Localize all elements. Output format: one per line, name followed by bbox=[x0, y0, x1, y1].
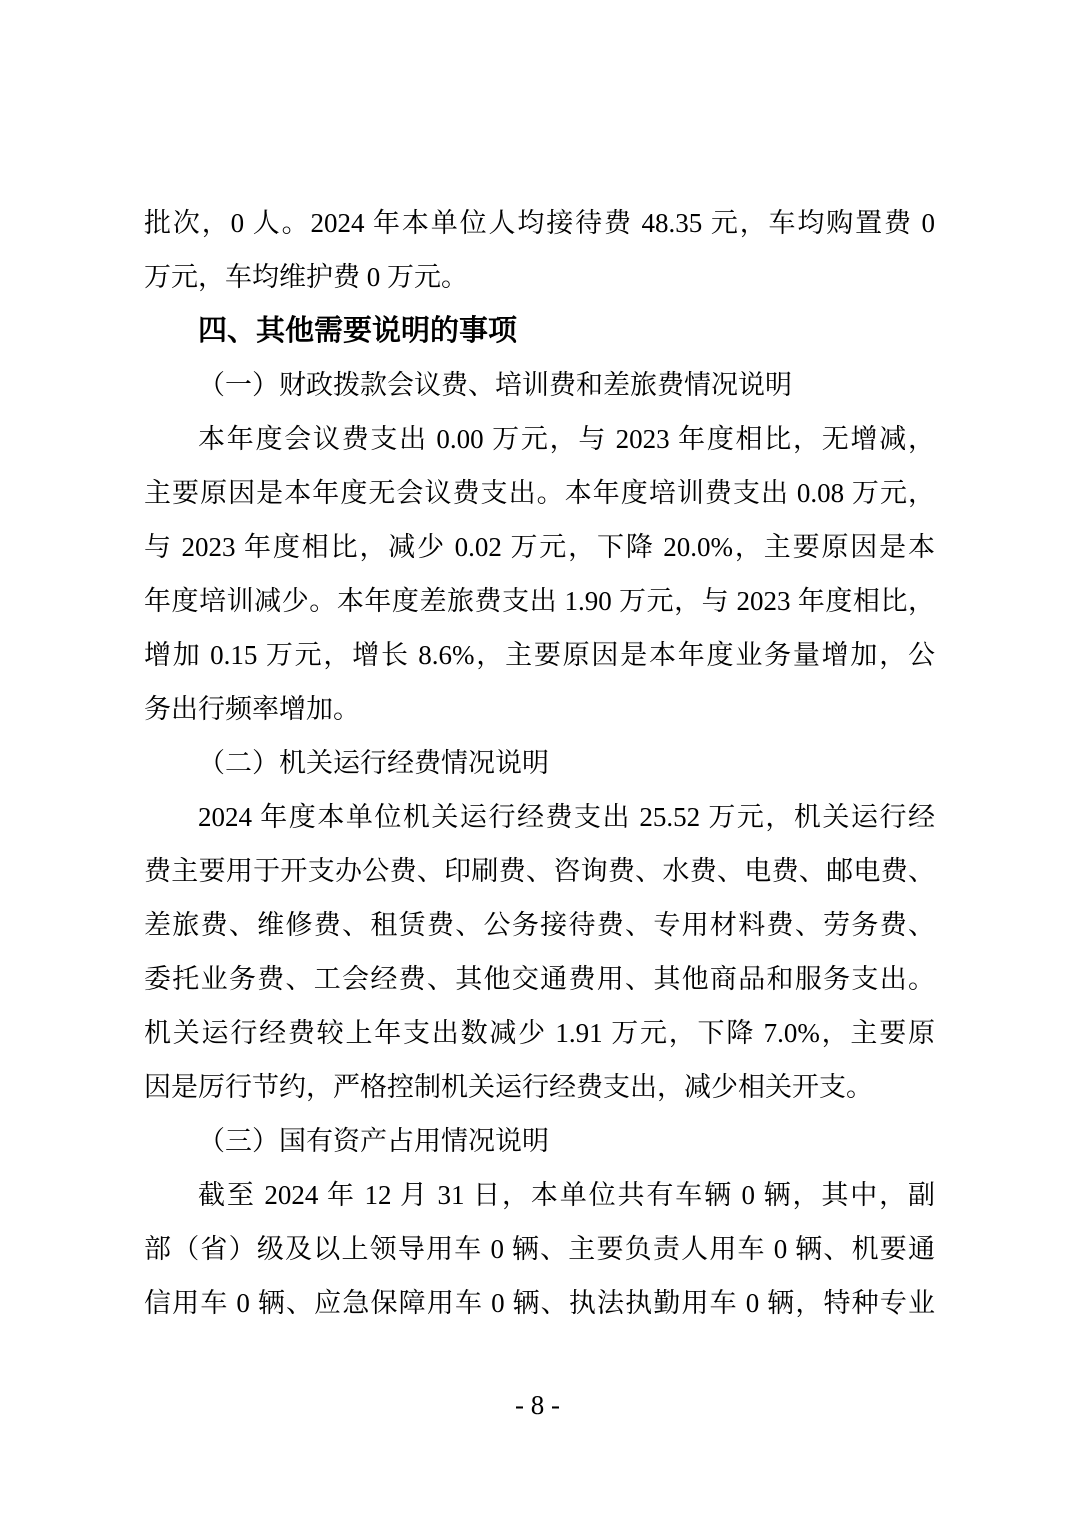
paragraph-line: 截至 2024 年 12 月 31 日，本单位共有车辆 0 辆，其中，副 bbox=[198, 1180, 935, 1210]
paragraph-line: 费主要用于开支办公费、印刷费、咨询费、水费、电费、邮电费、 bbox=[144, 856, 935, 886]
section-heading: 四、其他需要说明的事项 bbox=[198, 315, 518, 347]
paragraph-line: 机关运行经费较上年支出数减少 1.91 万元，下降 7.0%，主要原 bbox=[144, 1018, 935, 1048]
subsection-heading: （三）国有资产占用情况说明 bbox=[198, 1126, 549, 1156]
paragraph-line: 务出行频率增加。 bbox=[144, 694, 360, 724]
paragraph-line: 本年度会议费支出 0.00 万元，与 2023 年度相比，无增减， bbox=[198, 424, 935, 454]
page-footer bbox=[0, 1378, 1075, 1432]
paragraph-line: 万元，车均维护费 0 万元。 bbox=[144, 262, 468, 292]
paragraph-line: 2024 年度本单位机关运行经费支出 25.52 万元，机关运行经 bbox=[198, 802, 935, 832]
paragraph-line: 因是厉行节约，严格控制机关运行经费支出，减少相关开支。 bbox=[144, 1072, 873, 1102]
subsection-heading: （二）机关运行经费情况说明 bbox=[198, 748, 549, 778]
paragraph-line: 部（省）级及以上领导用车 0 辆、主要负责人用车 0 辆、机要通 bbox=[144, 1234, 935, 1264]
paragraph-line: 增加 0.15 万元，增长 8.6%，主要原因是本年度业务量增加，公 bbox=[144, 640, 935, 670]
paragraph-line: 批次，0 人。2024 年本单位人均接待费 48.35 元，车均购置费 0 bbox=[144, 208, 935, 238]
paragraph-line: 与 2023 年度相比，减少 0.02 万元，下降 20.0%，主要原因是本 bbox=[144, 532, 935, 562]
paragraph-line: 委托业务费、工会经费、其他交通费用、其他商品和服务支出。 bbox=[144, 964, 935, 994]
page-number: - 8 - bbox=[515, 1390, 560, 1420]
paragraph-line: 差旅费、维修费、租赁费、公务接待费、专用材料费、劳务费、 bbox=[144, 910, 935, 940]
paragraph-line: 年度培训减少。本年度差旅费支出 1.90 万元，与 2023 年度相比， bbox=[144, 586, 935, 616]
subsection-heading: （一）财政拨款会议费、培训费和差旅费情况说明 bbox=[198, 370, 792, 400]
document-body bbox=[144, 196, 935, 1330]
paragraph-line: 信用车 0 辆、应急保障用车 0 辆、执法执勤用车 0 辆，特种专业 bbox=[144, 1288, 935, 1318]
paragraph-line: 主要原因是本年度无会议费支出。本年度培训费支出 0.08 万元， bbox=[144, 478, 935, 508]
